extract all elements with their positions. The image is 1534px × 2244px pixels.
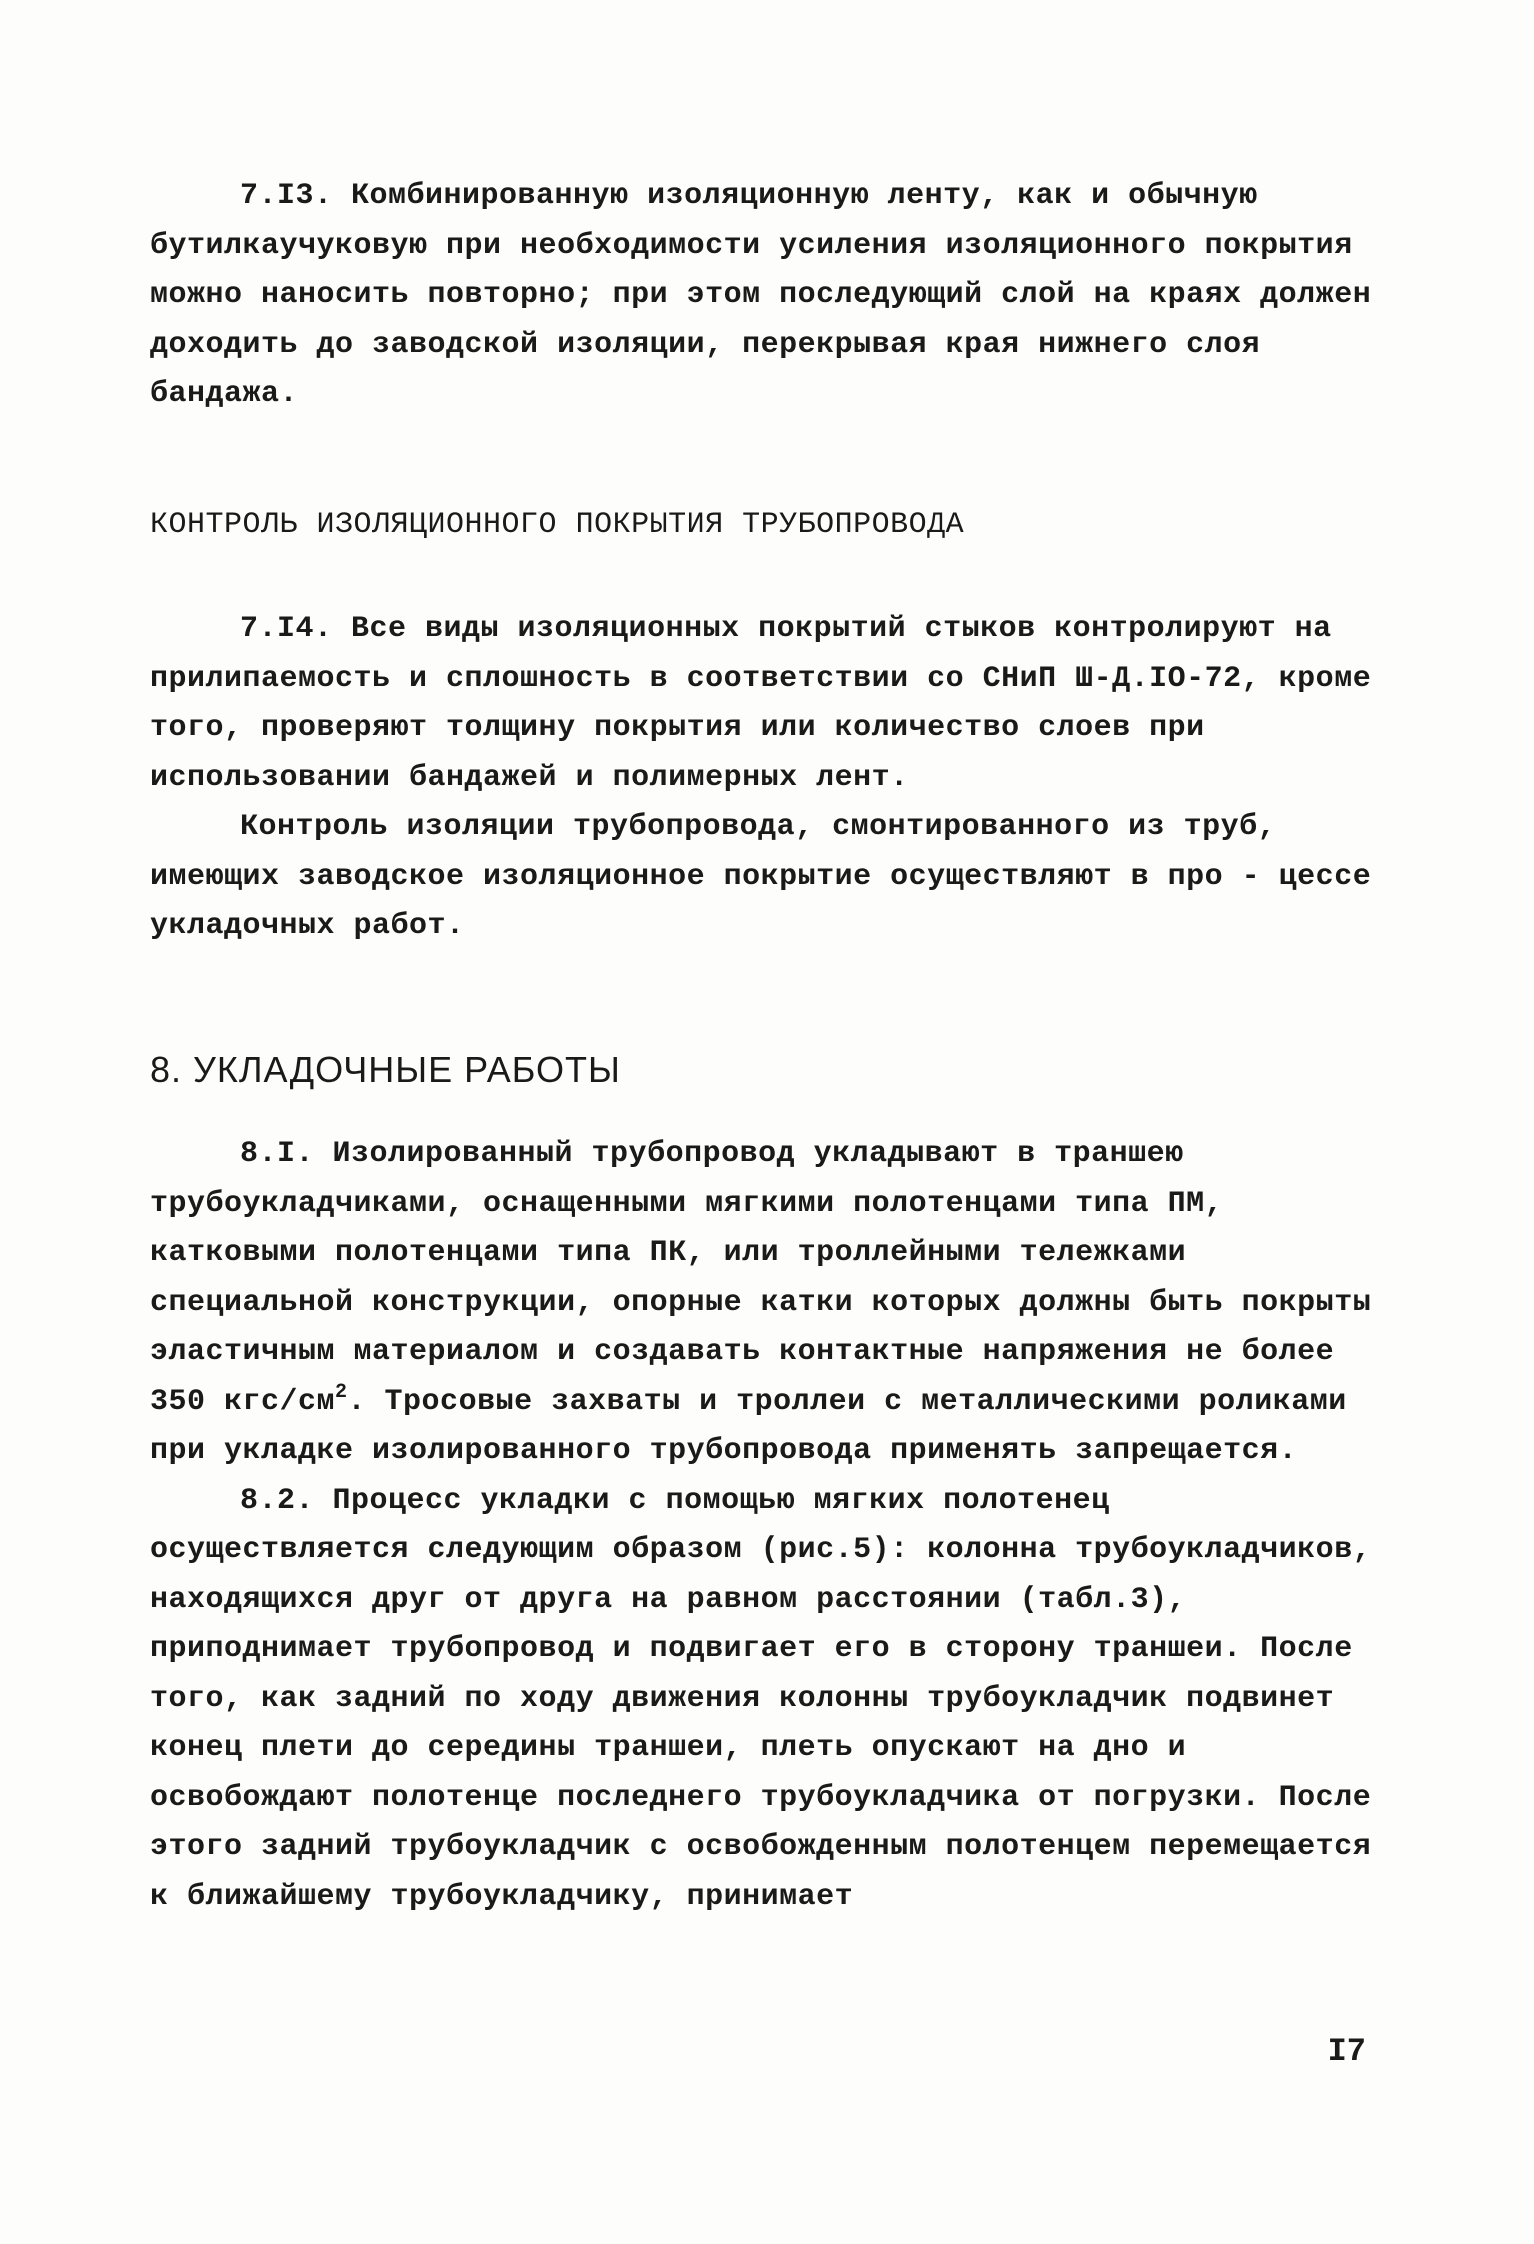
clause-7-14-text-2: Контроль изоляции трубопровода, смонтированного из труб, имеющих заводское изоляционное покрытие осуществляют в про - цессе укладочных работ. — [150, 810, 1390, 943]
superscript-2: 2 — [335, 1380, 348, 1404]
clause-7-13 — [150, 172, 1390, 420]
clause-8-2-text: 8.2. Процесс укладки с помощью мягких полотенец осуществляется следующим образом (рис.5): колонна трубоукладчиков, находящихся друг от друга на равном расстоянии (табл.3), приподнимает трубопровод и подвигает его в сторону траншеи. После того, как задний по ходу движения колонны трубоукладчик подвинет конец плети до середины траншеи, плеть опускают на дно и освобождают полотенце последнего трубоукладчика от погрузки. После этого задний трубоукладчик с освобожденным полотенцем перемещается к ближайшему трубоукладчику, принимает — [150, 1483, 1390, 1914]
clause-7-14-text: 7.I4. Все виды изоляционных покрытий стыков контролируют на прилипаемость и сплошность в соответствии со СНиП Ш-Д.IO-72, кроме того, проверяют толщину покрытия или количество слоев при использовании бандажей и полимерных лент. — [150, 612, 1390, 795]
clause-8-1-text — [150, 1130, 1390, 1477]
subheading-insulation-control: КОНТРОЛЬ ИЗОЛЯЦИОННОГО ПОКРЫТИЯ ТРУБОПРОВОДА — [150, 508, 965, 542]
clause-7-13-text: 7.I3. Комбинированную изоляционную ленту, как и обычную бутилкаучуковую при необходимости усиления изоляционного покрытия можно наносить повторно; при этом последующий слой на краях должен доходить до заводской изоляции, перекрывая края нижнего слоя бандажа. — [150, 179, 1390, 411]
clause-8-1-text-b: . Тросовые захваты и троллеи с металлическими роликами при укладке изолированного трубопровода применять запрещается. — [150, 1384, 1366, 1468]
clauses-8 — [150, 1130, 1390, 1922]
section-heading-laying-works: 8. УКЛАДОЧНЫЕ РАБОТЫ — [150, 1049, 621, 1090]
clause-7-14 — [150, 605, 1390, 952]
page-number: I7 — [1327, 2033, 1366, 2070]
clause-8-1-text-a: 8.I. Изолированный трубопровод укладывают в траншею трубоукладчиками, оснащенными мягкими полотенцами типа ПМ, катковыми полотенцами типа ПК, или троллейными тележками специальной конструкции, опорные катки которых должны быть покрыты эластичным материалом и создавать контактные напряжения не более 350 кгс/см — [150, 1137, 1390, 1419]
